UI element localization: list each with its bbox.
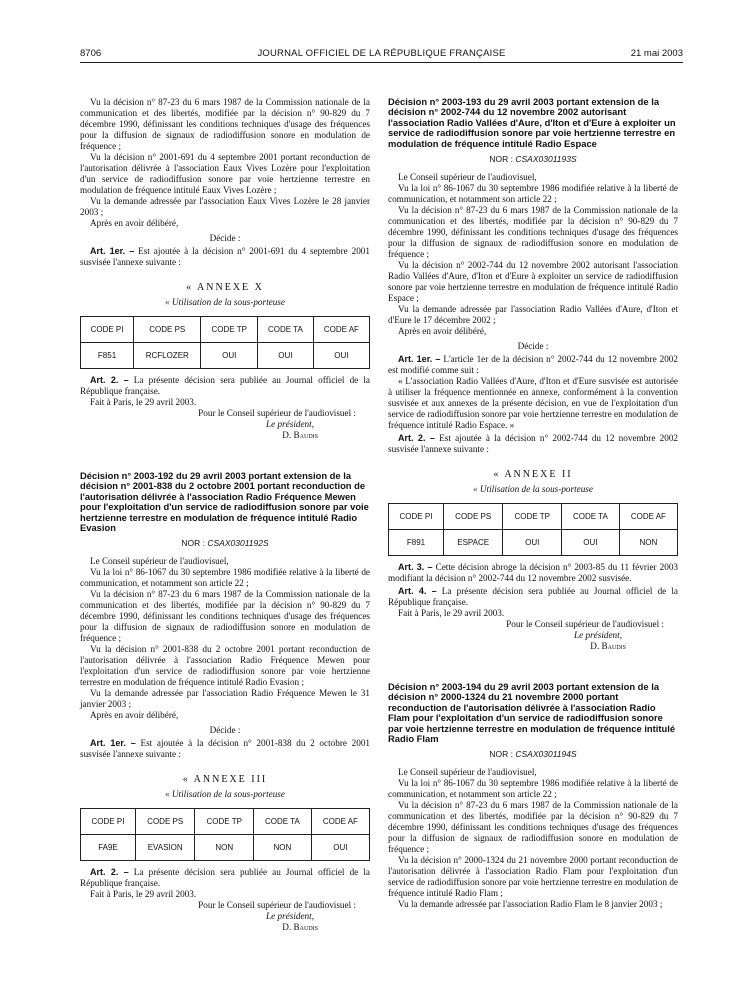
paragraph: Vu la décision n° 87-23 du 6 mars 1987 de la Commission nationale de la communication et des libertés, modifiée par la décision n° 90-829 du 7 décembre 1990, définissant les conditions techniques d'usage des fréquences pour la diffusion de signaux de radiodiffusion sonore en modulation de fréquence ; [388,800,678,855]
table-header: CODE AF [311,809,369,835]
paragraph: Le Conseil supérieur de l'audiovisuel, [398,767,537,778]
paragraph: Vu la décision n° 2001-691 du 4 septembre 2001 portant reconduction de l'autorisation délivrée à l'association Eaux Vives Lozère pour l'exploitation d'un service de radiodiffusion sonore par voie hertzienne terrestre en modulation de fréquence intitulé Eaux Vives Lozère ; [80,152,370,195]
paragraph: Vu la décision n° 2002-744 du 12 novembre 2002 autorisant l'association Radio Vallées d'Aure, d'Iton et d'Eure à exploiter un service de radiodiffusion sonore par voie hertzienne terrestre en modulation de fréquence intitulé Radio Espace ; [388,260,678,304]
article-text: La présente décision sera publiée au Journal officiel de la République française. [80,375,371,396]
subcarrier-table [80,808,370,861]
table-header: CODE PS [443,504,502,530]
article-text: Est ajoutée à la décision n° 2002-744 du 12 novembre 2002 susvisée l'annexe suivante : [388,433,679,455]
article-label: Art. 3. – [398,562,433,573]
paragraph: Vu la demande adressée par l'association Radio Fréquence Mewen le 31 janvier 2003 ; [80,688,370,710]
article-label: Art. 4. – [398,586,437,597]
table-cell: OUI [562,530,620,556]
table-cell: EVASION [135,835,194,861]
paragraph: Vu la loi n° 86-1067 du 30 septembre 1986 modifiée relative à la liberté de communication, et notamment son article 22 ; [388,778,678,800]
article-text: Cette décision abroge la décision n° 2003-85 du 11 février 2003 modifiant la décision n° 2002-744 du 12 novembre 2002 susvisée. [388,562,679,584]
subcarrier-table [80,316,370,369]
annexe-title: « ANNEXE X [186,282,264,293]
article-label: Art. 1er. – [90,738,136,749]
annexe-title: « ANNEXE II [493,469,573,481]
annexe-title: « ANNEXE III [182,774,268,786]
paragraph: Vu la demande adressée par l'association Radio Flam le 8 janvier 2003 ; [398,899,663,910]
fait-line: Fait à Paris, le 29 avril 2003. [90,397,197,407]
article-text: Est ajoutée à la décision n° 2001-691 du 4 septembre 2001 susvisée l'annexe suivante : [80,246,370,267]
table-cell: FA9E [81,835,136,861]
paragraph: Après en avoir délibéré, [398,326,487,337]
table-header: CODE TA [562,504,620,530]
article-quote: « L'association Radio Vallées d'Aure, d'Iton et d'Eure susvisée est autorisée à utiliser la fréquence mentionnée en annexe, conformément à la convention susvisée et aux annexes de la présente décision, en vue de l'exploitation d'un service de radiodiffusion sonore par voie hertzienne terrestre en modulation de fréquence intitulé Radio Espace. » [388,376,678,431]
article-1 [80,246,370,268]
fait-line: Fait à Paris, le 29 avril 2003. [398,608,505,619]
fait-line: Fait à Paris, le 29 avril 2003. [90,889,197,900]
table-header: CODE PI [81,317,134,343]
table-header: CODE AF [313,317,369,343]
decide-label: Décide : [209,725,241,736]
signature-line: Pour le Conseil supérieur de l'audiovisuel : [506,619,664,630]
table-cell: OUI [201,343,258,369]
signature-name: D. Baudis [590,641,626,652]
decision-title: Décision n° 2003-194 du 29 avril 2003 portant extension de la décision n° 2000-1324 du 21 novembre 2000 portant reconduction de l'autorisation délivrée à l'association Radio Flam pour l'exploitation d'un service de radiodiffusion sonore par voie hertzienne terrestre en modulation de fréquence intitulé Radio Flam [388,681,676,745]
paragraph: Vu la décision n° 2001-838 du 2 octobre 2001 portant reconduction de l'autorisation délivrée à l'association Radio Fréquence Mewen pour l'exploitation d'un service de radiodiffusion sonore par voie hertzienne terrestre en modulation de fréquence intitulé Radio Evasion ; [80,644,370,688]
table-cell: OUI [311,835,369,861]
article-label: Art. 1er. – [398,354,441,365]
right-column [388,97,678,910]
table-cell: OUI [258,343,314,369]
article-text: L'article 1er de la décision n° 2002-744 du 12 novembre 2002 est modifié comme suit : [388,354,678,376]
page-number: 8706 [80,48,102,59]
page-header [80,48,683,62]
table-header: CODE AF [619,504,677,530]
table-header: CODE TA [254,809,312,835]
article-text: La présente décision sera publiée au Journal officiel de la République française. [388,586,679,608]
table-cell: ESPACE [443,530,502,556]
signature-line: Pour le Conseil supérieur de l'audiovisuel : [198,408,356,418]
table-header: CODE PS [135,809,194,835]
table-cell: NON [195,835,254,861]
nor-code: CSAX0301194S [515,749,577,760]
signature-title: Le président, [266,419,314,429]
table-cell: OUI [503,530,562,556]
table-cell: OUI [313,343,369,369]
signature-title: Le président, [574,630,622,641]
annexe-subtitle: « Utilisation de la sous-porteuse [165,297,285,307]
issue-date: 21 mai 2003 [630,48,683,59]
nor-label: NOR : [489,154,513,165]
nor-code: CSAX0301193S [515,154,577,165]
subcarrier-table [388,503,678,556]
nor-line [80,538,370,549]
article-label: Art. 1er. – [90,246,135,256]
decision-title: Décision n° 2003-193 du 29 avril 2003 portant extension de la décision n° 2002-744 du 12 novembre 2002 autorisant l'association Radio Vallées d'Aure, d'Iton et d'Eure à exploiter un service de radiodiffusion sonore par voie hertzienne terrestre en modulation de fréquence intitulé Radio Espace [388,96,676,149]
left-column [80,97,370,933]
header-rule [80,62,683,63]
paragraph: Vu la décision n° 87-23 du 6 mars 1987 de la Commission nationale de la communication et des libertés, modifiée par la décision n° 90-829 du 7 décembre 1990, définissant les conditions techniques d'usage des fréquences pour la diffusion de signaux de radiodiffusion sonore en modulation de fréquence ; [80,589,370,644]
article-2 [80,867,370,889]
table-cell: F851 [81,343,134,369]
table-header: CODE PS [134,317,201,343]
table-cell: NON [254,835,312,861]
signature-line: Pour le Conseil supérieur de l'audiovisuel : [198,900,356,911]
decide-label: Décide : [209,233,241,243]
signature-name: D. Baudis [282,922,318,933]
paragraph: Vu la loi n° 86-1067 du 30 septembre 1986 modifiée relative à la liberté de communication, et notamment son article 22 ; [80,567,370,589]
article-2 [388,433,678,455]
decision-title: Décision n° 2003-192 du 29 avril 2003 portant extension de la décision n° 2001-838 du 2 octobre 2001 portant reconduction de l'autorisation délivrée à l'association Radio Fréquence Mewen pour l'exploitation d'un service de radiodiffusion sonore par voie hertzienne terrestre en modulation de fréquence intitulé Radio Evasion [80,470,369,534]
nor-code: CSAX0301192S [207,538,269,549]
annexe-subtitle: « Utilisation de la sous-porteuse [473,484,593,495]
nor-line [388,749,678,760]
paragraph: Vu la décision n° 87-23 du 6 mars 1987 de la Commission nationale de la communication et des libertés, modifiée par la décision n° 90-829 du 7 décembre 1990, définissant les conditions techniques d'usage des fréquences pour la diffusion de signaux de radiodiffusion sonore en modulation de fréquence ; [80,97,370,151]
table-header: CODE TP [503,504,562,530]
paragraph: Vu la décision n° 87-23 du 6 mars 1987 de la Commission nationale de la communication et des libertés, modifiée par la décision n° 90-829 du 7 décembre 1990, définissant les conditions techniques d'usage des fréquences pour la diffusion de signaux de radiodiffusion sonore en modulation de fréquence ; [388,205,678,260]
article-2 [80,375,370,397]
article-label: Art. 2. – [90,375,129,385]
article-3 [388,562,678,584]
article-label: Art. 2. – [398,433,435,444]
paragraph: Après en avoir délibéré, [90,218,179,228]
signature-title: Le président, [266,911,314,922]
paragraph: Vu la demande adressée par l'association Eaux Vives Lozère le 28 janvier 2003 ; [80,196,370,217]
nor-label: NOR : [181,538,205,549]
article-1 [80,738,370,760]
journal-title: JOURNAL OFFICIEL DE LA RÉPUBLIQUE FRANÇAISE [257,48,506,59]
article-text: La présente décision sera publiée au Journal officiel de la République française. [80,867,371,889]
paragraph: Le Conseil supérieur de l'audiovisuel, [398,172,537,183]
table-cell: F891 [389,530,444,556]
table-cell: NON [619,530,677,556]
article-text: Est ajoutée à la décision n° 2001-838 du 2 octobre 2001 susvisée l'annexe suivante : [80,738,371,760]
paragraph: Vu la loi n° 86-1067 du 30 septembre 1986 modifiée relative à la liberté de communication, et notamment son article 22 ; [388,183,678,205]
table-header: CODE TA [258,317,314,343]
article-1 [388,354,678,376]
table-header: CODE TP [201,317,258,343]
table-header: CODE TP [195,809,254,835]
nor-label: NOR : [489,749,513,760]
table-cell: RCFLOZER [134,343,201,369]
decide-label: Décide : [517,341,549,352]
paragraph: Vu la demande adressée par l'association Radio Vallées d'Aure, d'Iton et d'Eure le 17 décembre 2002 ; [388,304,678,326]
paragraph: Après en avoir délibéré, [90,710,179,721]
paragraph: Vu la décision n° 2000-1324 du 21 novembre 2000 portant reconduction de l'autorisation délivrée à l'association Radio Flam pour l'exploitation d'un service de radiodiffusion sonore par voie hertzienne terrestre en modulation de fréquence intitulé Radio Flam ; [388,855,678,899]
article-label: Art. 2. – [90,867,129,878]
paragraph: Le Conseil supérieur de l'audiovisuel, [90,556,229,567]
nor-line [388,154,678,165]
signature-name: D. Baudis [282,430,318,440]
article-4 [388,586,678,608]
table-header: CODE PI [81,809,136,835]
table-header: CODE PI [389,504,444,530]
annexe-subtitle: « Utilisation de la sous-porteuse [165,789,285,800]
